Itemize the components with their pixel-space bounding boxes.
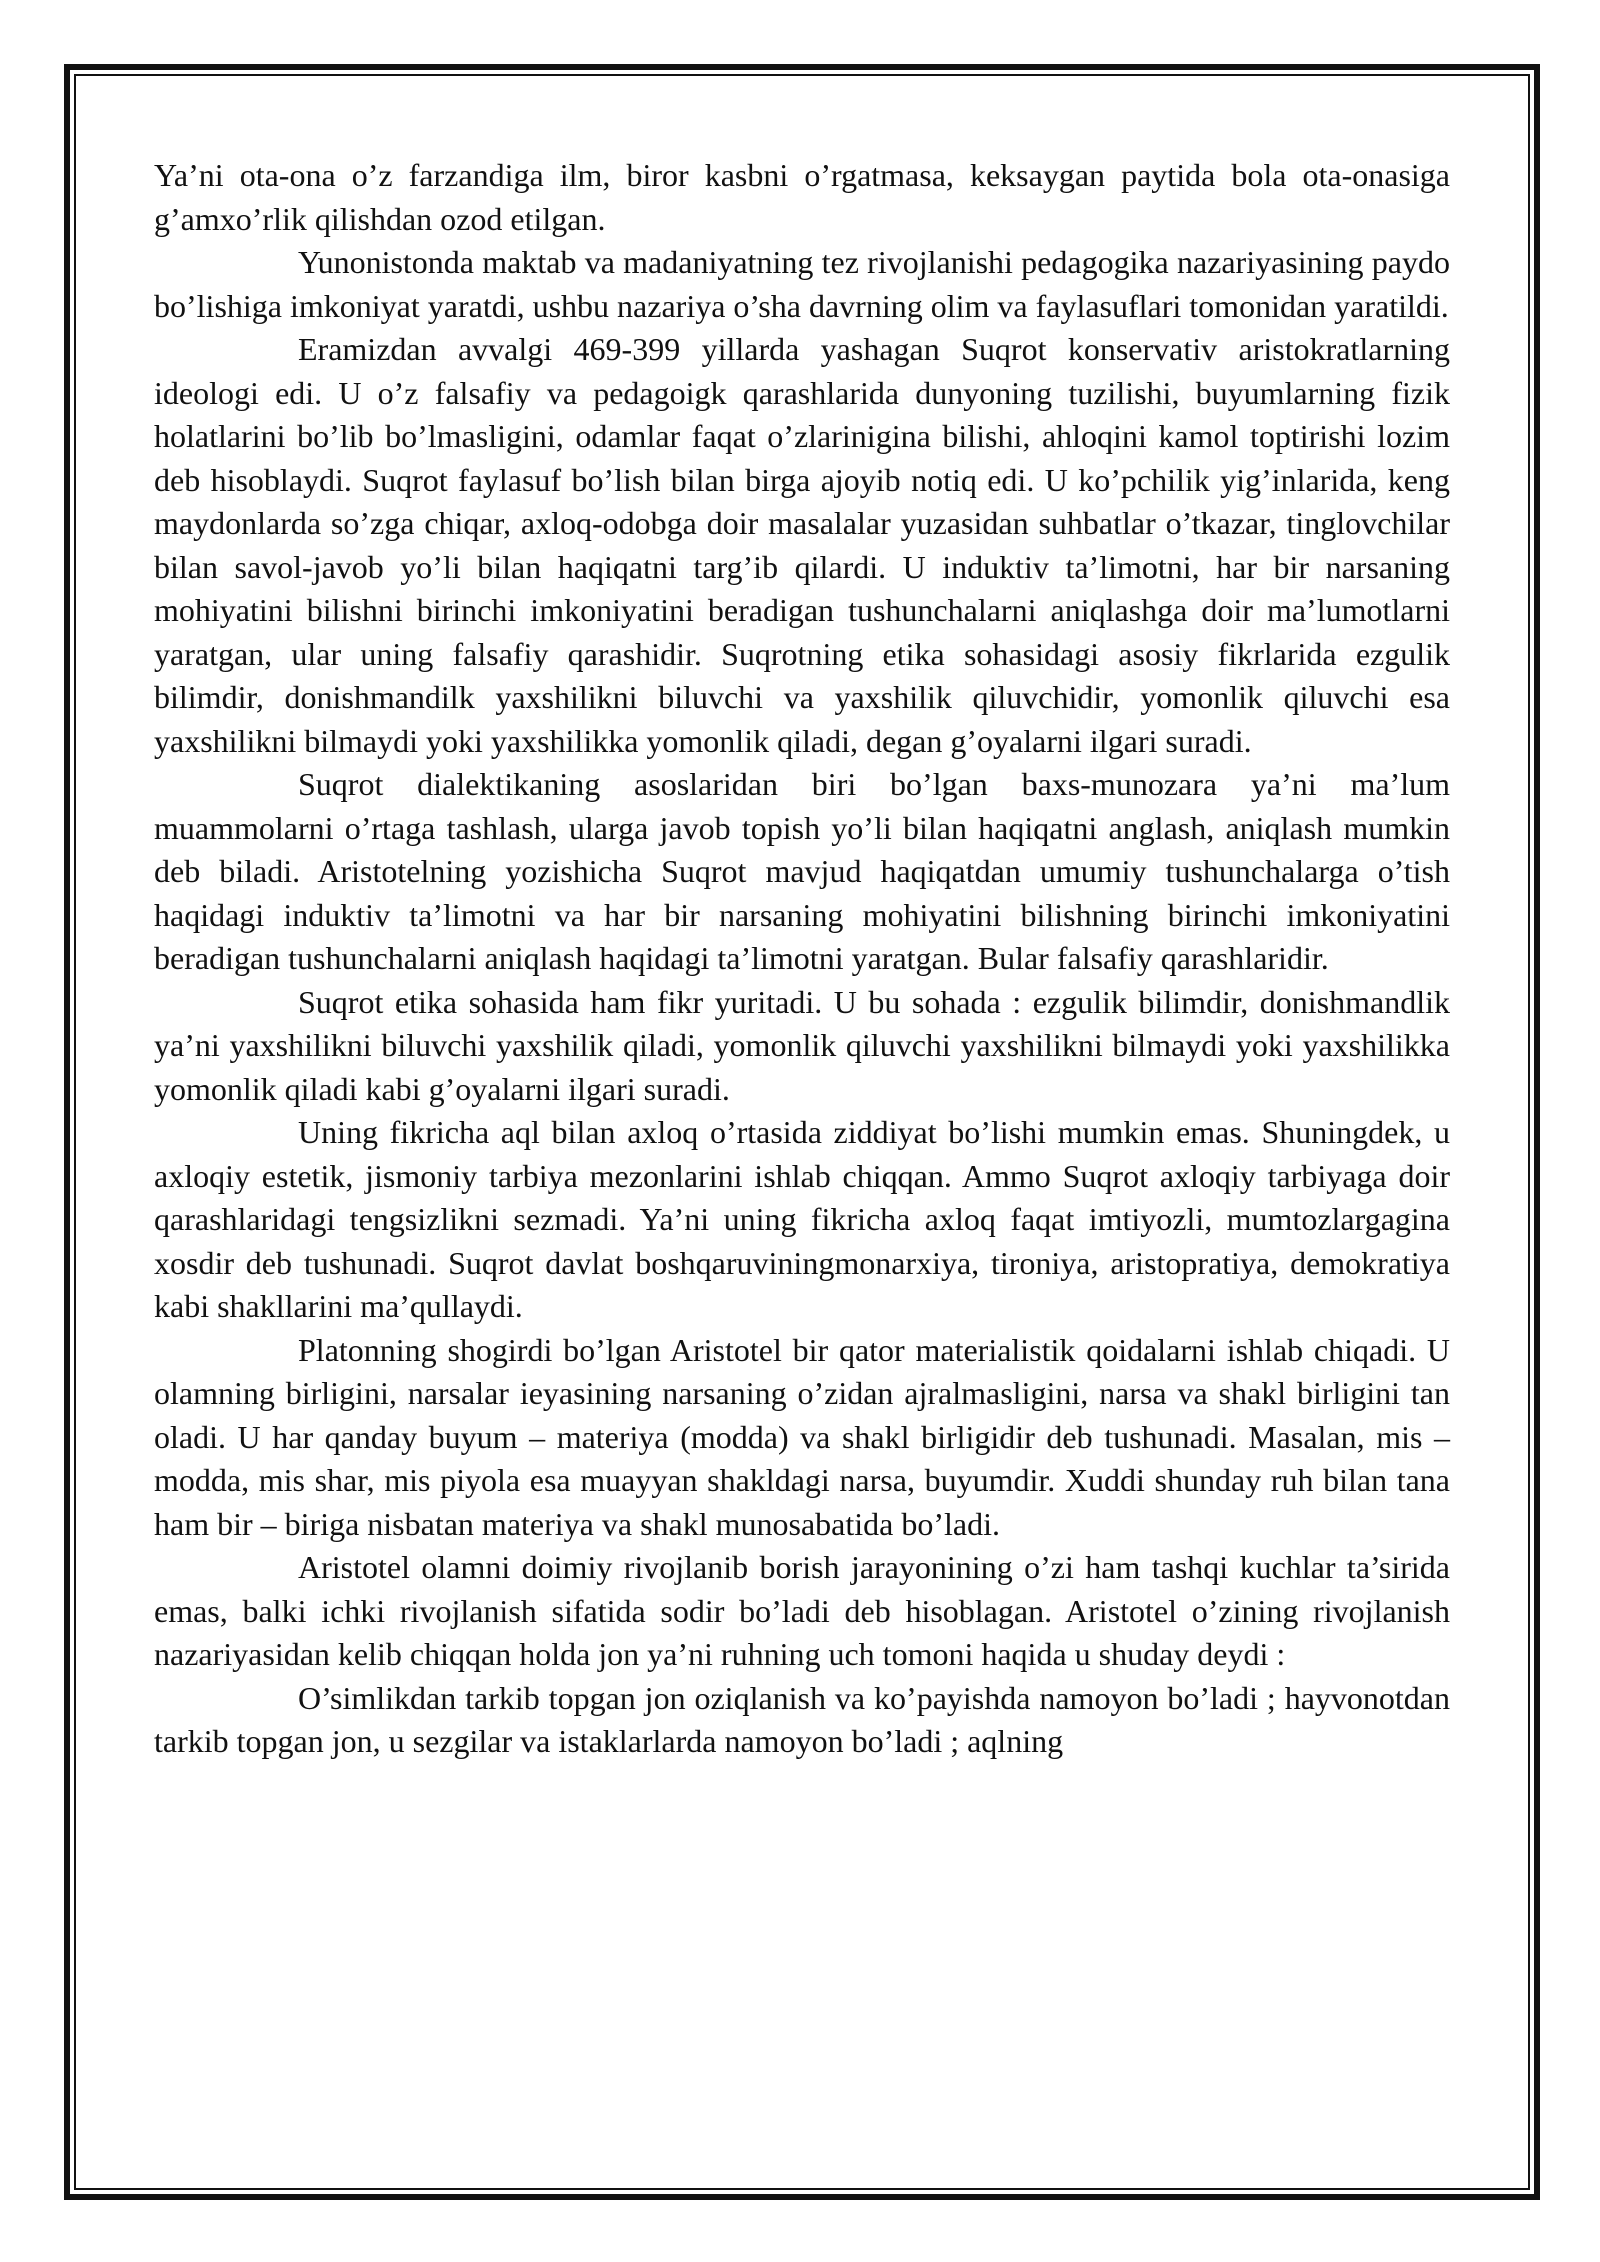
paragraph-8: Aristotel olamni doimiy rivojlanib borish jarayonining o’zi ham tashqi kuchlar ta’sirida emas, balki ichki rivojlanish sifatida sodir bo’ladi deb hisoblagan. Aristotel o’zining rivojlanish nazariyasidan kelib chiqqan holda jon ya’ni ruhning uch tomoni haqida u shuday deydi : — [154, 1549, 1450, 1672]
paragraph-4: Suqrot dialektikaning asoslaridan biri bo’lgan baxs-munozara ya’ni ma’lum muammolarni o’rtaga tashlash, ularga javob topish yo’li bilan haqiqatni anglash, aniqlash mumkin deb biladi. Aristotelning yozishicha Suqrot mavjud haqiqatdan umumiy tushunchalarga o’tish haqidagi induktiv ta’limotni va har bir narsaning mohiyatini bilishning birinchi imkoniyatini beradigan tushunchalarni aniqlash haqidagi ta’limotni yaratgan. Bular falsafiy qarashlaridir. — [154, 766, 1450, 976]
paragraph-2: Yunonistonda maktab va madaniyatning tez rivojlanishi pedagogika nazariyasining paydo bo’lishiga imkoniyat yaratdi, ushbu nazariya o’sha davrning olim va faylasuflari tomonidan yaratildi. — [154, 244, 1450, 324]
paragraph-1: Ya’ni ota-ona o’z farzandiga ilm, biror kasbni o’rgatmasa, keksaygan paytida bola ota-onasiga g’amxo’rlik qilishdan ozod etilgan. — [154, 157, 1450, 237]
paragraph-6: Uning fikricha aql bilan axloq o’rtasida ziddiyat bo’lishi mumkin emas. Shuningdek, u axloqiy estetik, jismoniy tarbiya mezonlarini ishlab chiqqan. Ammo Suqrot axloqiy tarbiyaga doir qarashlaridagi tengsizlikni sezmadi. Ya’ni uning fikricha axloq faqat imtiyozli, mumtozlargagina xosdir deb tushunadi. Suqrot davlat boshqaruviningmonarxiya, tironiya, aristopratiya, demokratiya kabi shakllarini ma’qullaydi. — [154, 1114, 1450, 1324]
paragraph-9: O’simlikdan tarkib topgan jon oziqlanish va ko’payishda namoyon bo’ladi ; hayvonotdan tarkib topgan jon, u sezgilar va istaklarlarda namoyon bo’ladi ; aqlning — [154, 1679, 1450, 1759]
paragraph-7: Platonning shogirdi bo’lgan Aristotel bir qator materialistik qoidalarni ishlab chiqadi. U olamning birligini, narsalar ieyasining narsaning o’zidan ajralmasligini, narsa va shakl birligini tan oladi. U har qanday buyum – materiya (modda) va shakl birligidir deb tushunadi. Masalan, mis – modda, mis shar, mis piyola esa muayyan shakldagi narsa, buyumdir. Xuddi shunday ruh bilan tana ham bir – biriga nisbatan materiya va shakl munosabatida bo’ladi. — [154, 1331, 1450, 1542]
paragraph-3: Eramizdan avvalgi 469-399 yillarda yashagan Suqrot konservativ aristokratlarning ideologi edi. U o’z falsafiy va pedagoigk qarashlarida dunyoning tuzilishi, buyumlarning fizik holatlarini bo’lib bo’lmasligini, odamlar faqat o’zlarinigina bilishi, ahloqini kamol toptirishi lozim deb hisoblaydi. Suqrot faylasuf bo’lish bilan birga ajoyib notiq edi. U ko’pchilik yig’inlarida, keng maydonlarda so’zga chiqar, axloq-odobga doir masalalar yuzasidan suhbatlar o’tkazar, tinglovchilar bilan savol-javob yo’li bilan haqiqatni targ’ib qilardi. U induktiv ta’limotni, har bir narsaning mohiyatini bilishni birinchi imkoniyatini beradigan tushunchalarni aniqlashga doir ma’lumotlarni yaratgan, ular uning falsafiy qarashidir. Suqrotning etika sohasidagi asosiy fikrlarida ezgulik bilimdir, donishmandilk yaxshilikni biluvchi va yaxshilik qiluvchidir, yomonlik qiluvchi esa yaxshilikni bilmaydi yoki yaxshilikka yomonlik qiladi, degan g’oyalarni ilgari suradi. — [154, 331, 1450, 759]
document-body — [154, 154, 1450, 1764]
paragraph-5: Suqrot etika sohasida ham fikr yuritadi. U bu sohada : ezgulik bilimdir, donishmandlik ya’ni yaxshilikni biluvchi yaxshilik qiladi, yomonlik qiluvchi yaxshilikni bilmaydi yoki yaxshilikka yomonlik qiladi kabi g’oyalarni ilgari suradi. — [154, 983, 1450, 1107]
